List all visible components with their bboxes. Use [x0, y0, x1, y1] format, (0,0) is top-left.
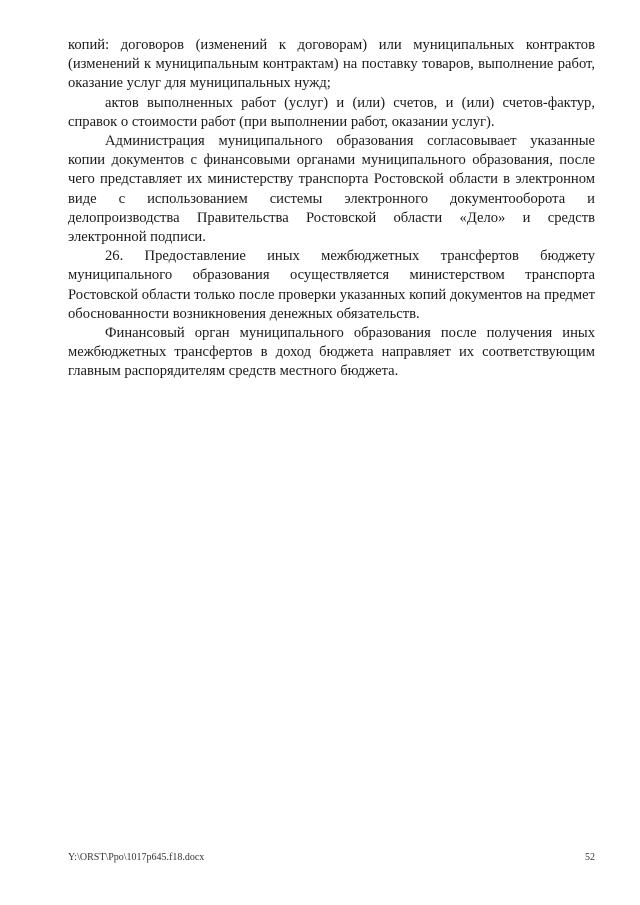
footer-file-path: Y:\ORST\Ppo\1017p645.f18.docx: [68, 852, 205, 863]
paragraph-contract-copies: копий: договоров (изменений к договорам) или муниципальных контрактов (изменений к муниципальным контрактам) на поставку товаров, выполнение работ, оказание услуг для муниципальных нужд;: [68, 37, 595, 92]
paragraph-administration-approval: Администрация муниципального образования согласовывает указанные копии документов с финансовыми органами муниципального образования, после чего представляет их министерству транспорта Ростовской области в электронном виде с использованием системы электронного документооборота и делопроизводства Правительства Ростовской области «Дело» и средств электронной подписи.: [68, 133, 595, 246]
paragraph-financial-body: Финансовый орган муниципального образования после получения иных межбюджетных трансфертов в доход бюджета направляет их соответствующим главным распорядителям средств местного бюджета.: [68, 325, 595, 380]
footer-page-number: 52: [585, 852, 595, 863]
document-body: [68, 36, 595, 382]
paragraph-acts-invoices: актов выполненных работ (услуг) и (или) счетов, и (или) счетов-фактур, справок о стоимости работ (при выполнении работ, оказании услуг).: [68, 94, 595, 130]
paragraph-clause-26: 26. Предоставление иных межбюджетных трансфертов бюджету муниципального образования осуществляется министерством транспорта Ростовской области только после проверки указанных копий документов на предмет обоснованности возникновения денежных обязательств.: [68, 248, 595, 322]
